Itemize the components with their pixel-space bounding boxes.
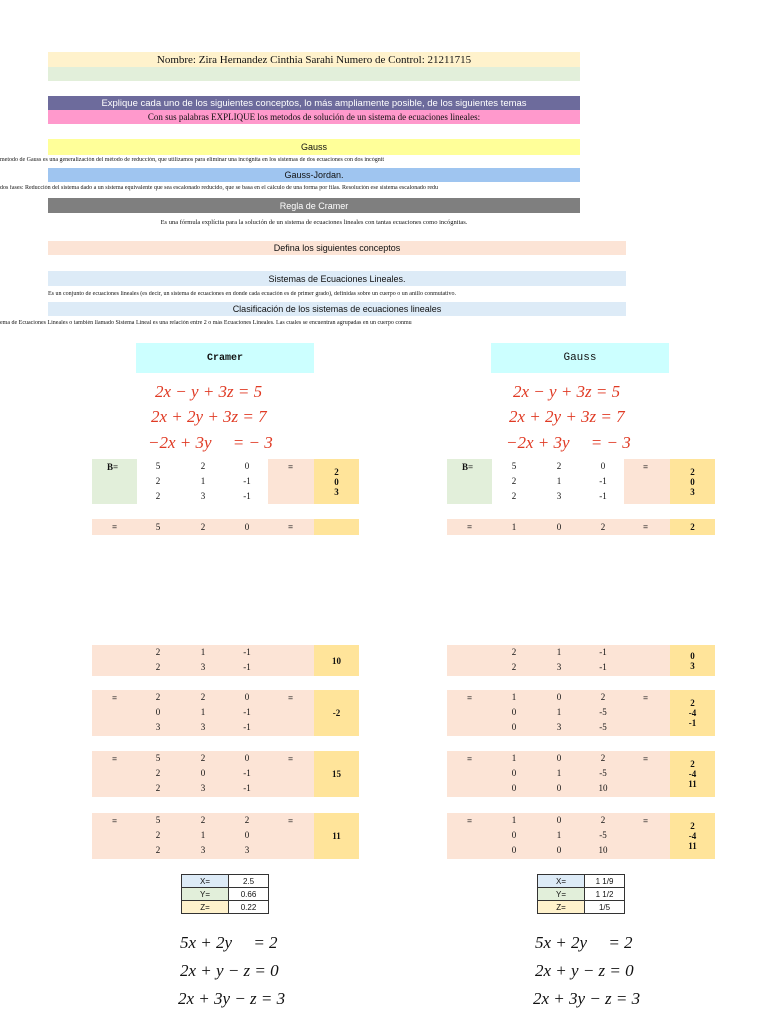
clasificacion-text: ema de Ecuaciones Lineales o también llamado Sistema Lineal es una relación entre 2 o más Ecuaciones Lineales. Las cuales se encuentran agrupadas en un cuerpo conmu xyxy=(0,320,412,326)
result-row-y: Y= 1 1/2 xyxy=(538,888,625,901)
result-row-y: Y= 0.66 xyxy=(182,888,269,901)
gauss-title-band xyxy=(48,139,580,155)
gauss-b-eq: = xyxy=(643,462,649,472)
cramer-m2-rhs: 15 xyxy=(314,751,359,797)
cramer-m1-rhs: -2 xyxy=(314,690,359,736)
cramer-b-label: B= xyxy=(107,462,119,472)
gauss-final-eq-3: 2x + 3y − z = 3 xyxy=(533,989,641,1008)
gauss-b-label: B= xyxy=(462,462,474,472)
result-row-x: X= 1 1/9 xyxy=(538,875,625,888)
gauss-header xyxy=(491,343,669,373)
cramer-single-eq-right: = xyxy=(288,522,294,532)
gauss-results-table xyxy=(537,874,625,914)
define-band xyxy=(48,241,626,255)
cramer-m3-rhs: 11 xyxy=(314,813,359,859)
cramer-results-table xyxy=(181,874,269,914)
cramer-eq-1: 2x − y + 3z = 5 xyxy=(155,382,263,401)
cramer-eq-2: 2x + 2y + 3z = 7 xyxy=(151,407,267,426)
gauss-title: Gauss xyxy=(300,142,327,152)
cramer-eq-3: −2x + 3y = − 3 xyxy=(148,433,273,452)
cramer-rule-title-band xyxy=(48,198,580,213)
result-row-x: X= 2.5 xyxy=(182,875,269,888)
sistemas-title: Sistemas de Ecuaciones Lineales. xyxy=(268,273,406,284)
result-row-z: Z= 1/5 xyxy=(538,901,625,914)
sistemas-title-band xyxy=(48,271,626,286)
cramer-final-eq-2: 2x + y − z = 0 xyxy=(180,961,279,980)
result-row-z: Z= 0.22 xyxy=(182,901,269,914)
intro-band-1 xyxy=(48,96,580,110)
sistemas-text: Es un conjunto de ecuaciones lineales (es decir, un sistema de ecuaciones en donde cada ecuación es de primer grado), definidas sobre un cuerpo o un anillo conmutativo. xyxy=(48,291,456,297)
gauss-label: Gauss xyxy=(563,352,597,364)
gauss-single-rhs: 2 xyxy=(670,519,715,535)
cramer-m0-rhs: 10 xyxy=(314,645,359,676)
name-band xyxy=(48,52,580,67)
intro-line-1: Explique cada uno de los siguientes conceptos, lo más ampliamente posible, de los siguientes temas xyxy=(101,97,527,109)
gauss-text: metodo de Gauss es una generalización del método de reducción, que utilizamos para eliminar una incógnita en los sistemas de dos ecuaciones con dos incógnit xyxy=(0,157,385,163)
gauss-final-eq-1: 5x + 2y = 2 xyxy=(535,933,633,952)
cramer-rule-title: Regla de Cramer xyxy=(279,200,349,211)
cramer-final-eq-3: 2x + 3y − z = 3 xyxy=(178,989,286,1008)
gauss-eq-3: −2x + 3y = − 3 xyxy=(506,433,631,452)
cramer-single-eq-left: = xyxy=(112,522,118,532)
gauss-m1-rhs: 2 -4 -1 xyxy=(670,690,715,736)
cramer-rule-text: Es una fórmula explícita para la solución de un sistema de ecuaciones lineales con tantas ecuaciones como incógnitas. xyxy=(160,219,468,226)
gauss-eq-1: 2x − y + 3z = 5 xyxy=(513,382,621,401)
intro-line-2: Con sus palabras EXPLIQUE los metodos de solución de un sistema de ecuaciones lineales: xyxy=(147,112,481,122)
green-band xyxy=(48,67,580,81)
cramer-single-rhs xyxy=(314,519,359,535)
gauss-m0-rhs: 0 3 xyxy=(670,645,715,676)
gauss-b-rhs: 2 0 3 xyxy=(670,459,715,504)
gauss-eq-2: 2x + 2y + 3z = 7 xyxy=(509,407,625,426)
gauss-m2-rhs: 2 -4 11 xyxy=(670,751,715,797)
gauss-m3-rhs: 2 -4 11 xyxy=(670,813,715,859)
cramer-final-eq-1: 5x + 2y = 2 xyxy=(180,933,278,952)
clasificacion-title-band xyxy=(48,302,626,316)
gauss-jordan-text: dos fases: Reducción del sistema dado a un sistema equivalente que sea escalonado reducido, que se basa en el cálculo de una forma por filas. Resolución ese sistema escalonado redu xyxy=(0,185,439,191)
gauss-jordan-title-band xyxy=(48,168,580,182)
gauss-jordan-title: Gauss-Jordan. xyxy=(284,170,344,180)
name-line: Nombre: Zira Hernandez Cinthia Sarahi Numero de Control: 21211715 xyxy=(156,53,472,66)
cramer-label: Cramer xyxy=(206,352,243,364)
define-title: Defina los siguientes conceptos xyxy=(273,243,401,253)
gauss-final-eq-2: 2x + y − z = 0 xyxy=(535,961,634,980)
clasificacion-title: Clasificación de los sistemas de ecuaciones lineales xyxy=(232,304,442,314)
cramer-header xyxy=(136,343,314,373)
cramer-b-rhs: 2 0 3 xyxy=(314,459,359,504)
cramer-b-eq: = xyxy=(288,462,294,472)
intro-band-2 xyxy=(48,110,580,124)
